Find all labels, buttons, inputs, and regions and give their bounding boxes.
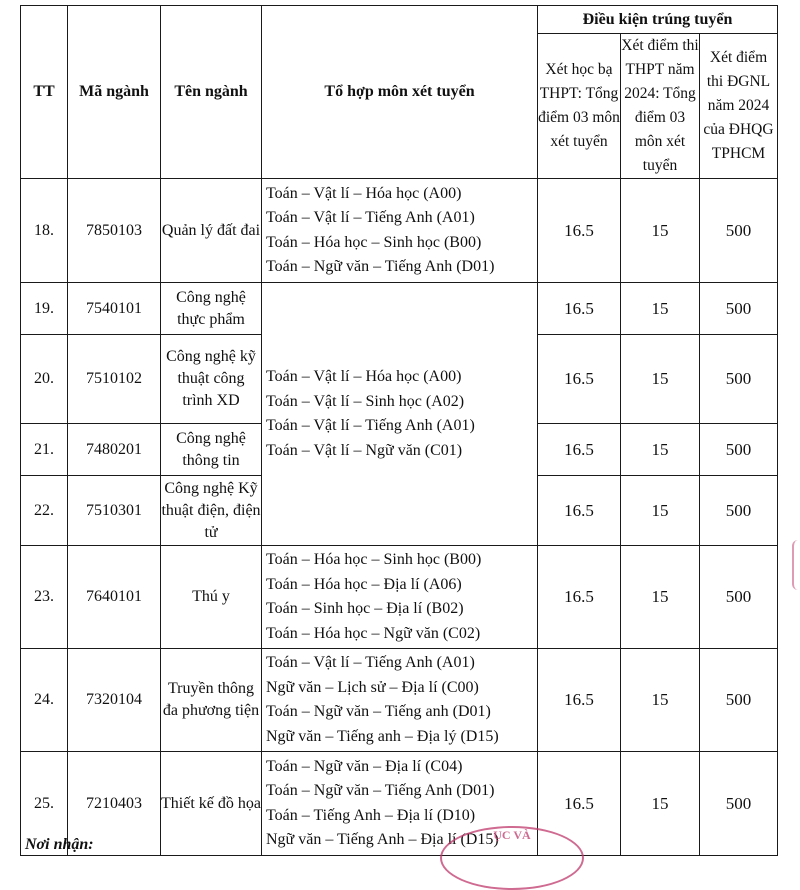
score-hocba: 16.5 [538, 476, 621, 546]
table-row [21, 752, 778, 856]
header-dgnl: Xét điểm thi ĐGNL năm 2024 của ĐHQG TPHCM [700, 34, 778, 179]
row-ma: 7510102 [68, 335, 161, 424]
combo-line: Toán – Tiếng Anh – Địa lí (D10) [266, 806, 476, 824]
row-ma: 7850103 [68, 179, 161, 283]
score-thpt: 15 [621, 335, 700, 424]
seal-text: ỤC VÀ [493, 828, 531, 842]
row-ten: Công nghệ Kỹ thuật điện, điện tử [161, 476, 262, 546]
score-dgnl: 500 [700, 546, 778, 649]
table-row [21, 649, 778, 752]
header-to-hop: Tổ hợp môn xét tuyển [262, 6, 538, 179]
row-ma: 7210403 [68, 752, 161, 856]
combo-line: Toán – Sinh học – Địa lí (B02) [266, 600, 464, 617]
row-tt: 24. [21, 649, 68, 752]
admission-table [20, 5, 778, 856]
row-ma: 7480201 [68, 424, 161, 476]
table-row [21, 546, 778, 649]
combo-line: Toán – Vật lí – Tiếng Anh (A01) [266, 209, 475, 226]
combo-cell [262, 546, 538, 649]
score-thpt: 15 [621, 649, 700, 752]
combo-line: Toán – Hóa học – Sinh học (B00) [266, 233, 482, 251]
row-ma: 7540101 [68, 283, 161, 335]
combo-line: Toán – Ngữ văn – Tiếng Anh (D01) [266, 258, 495, 275]
row-ten: Công nghệ kỹ thuật công trình XD [161, 335, 262, 424]
row-ma: 7510301 [68, 476, 161, 546]
combo-line: Toán – Vật lí – Ngữ văn (C01) [266, 441, 463, 459]
row-tt: 25. [21, 752, 68, 856]
score-thpt: 15 [621, 424, 700, 476]
combo-line: Toán – Ngữ văn – Địa lí (C04) [266, 757, 463, 775]
row-tt: 19. [21, 283, 68, 335]
combo-cell [262, 649, 538, 752]
row-ma: 7320104 [68, 649, 161, 752]
combo-line: Toán – Vật lí – Hóa học (A00) [266, 184, 462, 202]
row-ten: Công nghệ thực phẩm [161, 283, 262, 335]
header-hocba: Xét học bạ THPT: Tổng điểm 03 môn xét tuyển [538, 34, 621, 179]
combo-line: Toán – Hóa học – Sinh học (B00) [266, 551, 482, 568]
combo-line: Toán – Vật lí – Tiếng Anh (A01) [266, 417, 475, 434]
combo-line: Toán – Hóa học – Địa lí (A06) [266, 575, 462, 593]
footer-recipients-label: Nơi nhận: [25, 836, 94, 853]
row-tt: 21. [21, 424, 68, 476]
row-ma: 7640101 [68, 546, 161, 649]
row-ten: Thiết kế đồ họa [161, 752, 262, 856]
header-ma-nganh: Mã ngành [68, 6, 161, 179]
score-dgnl: 500 [700, 476, 778, 546]
score-thpt: 15 [621, 476, 700, 546]
combo-line: Toán – Vật lí – Hóa học (A00) [266, 368, 462, 385]
combo-line: Toán – Vật lí – Sinh học (A02) [266, 392, 465, 410]
combo-line: Ngữ văn – Tiếng anh – Địa lý (D15) [266, 727, 499, 745]
score-hocba: 16.5 [538, 752, 621, 856]
score-thpt: 15 [621, 283, 700, 335]
score-hocba: 16.5 [538, 424, 621, 476]
combo-cell [262, 179, 538, 283]
combo-line: Toán – Ngữ văn – Tiếng anh (D01) [266, 703, 491, 720]
score-hocba: 16.5 [538, 335, 621, 424]
header-ten-nganh: Tên ngành [161, 6, 262, 179]
table-row [21, 283, 778, 335]
official-seal [440, 826, 584, 890]
combo-line: Ngữ văn – Lịch sử – Địa lí (C00) [266, 678, 479, 696]
score-dgnl: 500 [700, 283, 778, 335]
row-tt: 20. [21, 335, 68, 424]
row-tt: 23. [21, 546, 68, 649]
combo-line: Toán – Vật lí – Tiếng Anh (A01) [266, 654, 475, 671]
row-ten: Truyền thông đa phương tiện [161, 649, 262, 752]
score-thpt: 15 [621, 752, 700, 856]
combo-line: Toán – Hóa học – Ngữ văn (C02) [266, 624, 481, 642]
seal-edge-mark [792, 540, 800, 590]
row-ten: Thú y [161, 546, 262, 649]
row-tt: 18. [21, 179, 68, 283]
combo-line: Ngữ văn – Tiếng Anh – Địa lí (D15) [266, 831, 499, 848]
header-thpt: Xét điểm thi THPT năm 2024: Tổng điểm 03 môn xét tuyển [621, 34, 700, 179]
combo-cell [262, 283, 538, 546]
score-thpt: 15 [621, 179, 700, 283]
header-dieu-kien: Điều kiện trúng tuyển [538, 6, 778, 34]
score-dgnl: 500 [700, 335, 778, 424]
row-tt: 22. [21, 476, 68, 546]
header-tt: TT [21, 6, 68, 179]
row-ten: Quản lý đất đai [161, 179, 262, 283]
score-hocba: 16.5 [538, 649, 621, 752]
combo-line: Toán – Ngữ văn – Tiếng Anh (D01) [266, 782, 495, 799]
row-ten: Công nghệ thông tin [161, 424, 262, 476]
score-thpt: 15 [621, 546, 700, 649]
score-hocba: 16.5 [538, 546, 621, 649]
score-dgnl: 500 [700, 179, 778, 283]
score-dgnl: 500 [700, 752, 778, 856]
score-hocba: 16.5 [538, 179, 621, 283]
score-dgnl: 500 [700, 424, 778, 476]
table-row [21, 179, 778, 283]
score-dgnl: 500 [700, 649, 778, 752]
score-hocba: 16.5 [538, 283, 621, 335]
